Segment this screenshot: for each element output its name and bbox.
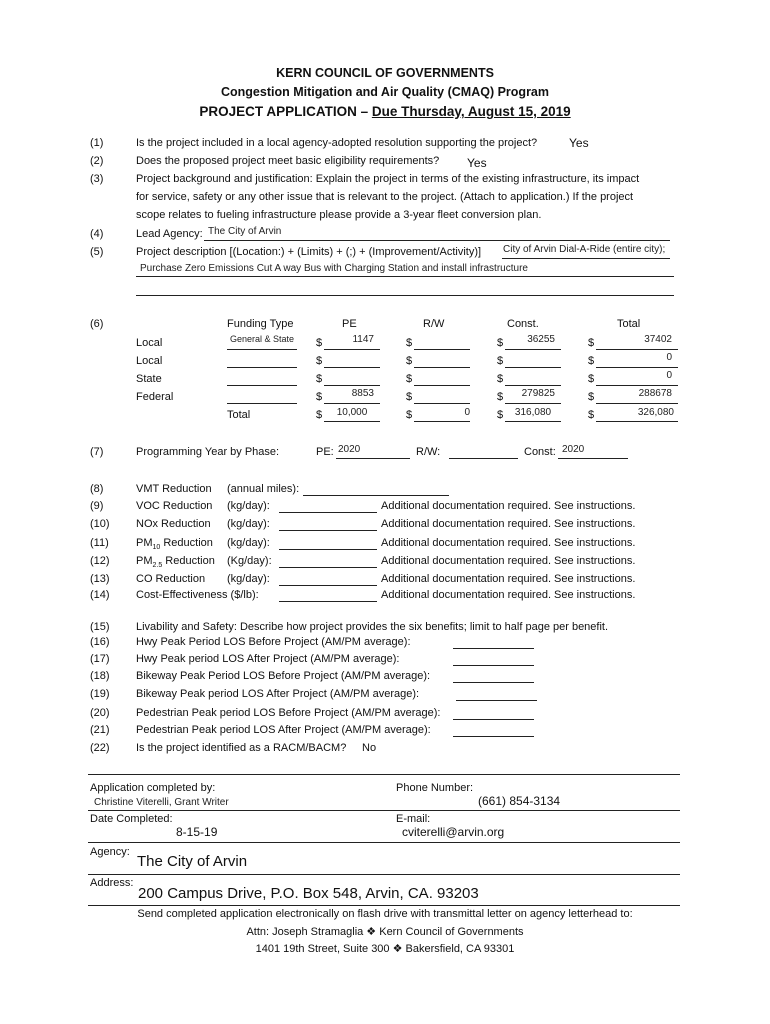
dollar-sign: $ bbox=[588, 373, 595, 385]
q6-number: (6) bbox=[90, 318, 104, 330]
phone-label: Phone Number: bbox=[396, 782, 474, 794]
total-const-value[interactable]: 316,080 bbox=[514, 407, 552, 418]
q11-instructions: Additional documentation required. See instructions. bbox=[381, 537, 636, 549]
q20-text: Pedestrian Peak period LOS Before Project (AM/PM average): bbox=[136, 707, 441, 719]
q5-line3 bbox=[136, 295, 674, 296]
q2-text: Does the proposed project meet basic eligibility requirements? bbox=[136, 155, 440, 167]
q3-number: (3) bbox=[90, 173, 104, 185]
funding-const-value[interactable]: 36255 bbox=[527, 334, 555, 345]
dollar-sign: $ bbox=[588, 355, 595, 367]
dollar-sign: $ bbox=[497, 373, 504, 385]
q11-label-pm: PM bbox=[136, 537, 153, 549]
dollar-sign: $ bbox=[588, 409, 595, 421]
q16-line[interactable] bbox=[453, 648, 534, 649]
q10-unit: (kg/day): bbox=[227, 518, 270, 530]
dollar-sign: $ bbox=[316, 373, 323, 385]
q5-number: (5) bbox=[90, 246, 104, 258]
q19-text: Bikeway Peak period LOS After Project (AM/PM average): bbox=[136, 688, 420, 700]
q9-number: (9) bbox=[90, 500, 104, 512]
funding-total-line bbox=[596, 349, 678, 350]
agency-value[interactable]: The City of Arvin bbox=[137, 853, 248, 870]
dollar-sign: $ bbox=[406, 355, 413, 367]
completed-by-label: Application completed by: bbox=[90, 782, 216, 794]
q5-label: Project description [(Location:) + (Limits) + (;) + (Improvement/Activity)] bbox=[136, 246, 482, 258]
q9-label: VOC Reduction bbox=[136, 500, 213, 512]
dollar-sign: $ bbox=[497, 337, 504, 349]
q16-text: Hwy Peak Period LOS Before Project (AM/PM average): bbox=[136, 636, 411, 648]
col-header-const: Const. bbox=[507, 318, 539, 330]
funding-const-line bbox=[505, 385, 561, 386]
email-label: E-mail: bbox=[396, 813, 431, 825]
col-header-total: Total bbox=[617, 318, 641, 330]
q5-line2 bbox=[136, 276, 674, 277]
footer-address: 1401 19th Street, Suite 300 ❖ Bakersfield, CA 93301 bbox=[255, 943, 515, 955]
dollar-sign: $ bbox=[406, 337, 413, 349]
q21-number: (21) bbox=[90, 724, 110, 736]
total-total-line bbox=[596, 421, 678, 422]
total-pe-value[interactable]: 10,000 bbox=[336, 407, 368, 418]
address-label: Address: bbox=[90, 877, 134, 889]
date-completed-label: Date Completed: bbox=[90, 813, 173, 825]
footer-instructions: Send completed application electronically on flash drive with transmittal letter on agency letterhead to: bbox=[137, 908, 633, 920]
q4-label: Lead Agency: bbox=[136, 228, 203, 240]
funding-total-value[interactable]: 37402 bbox=[644, 334, 672, 345]
q18-number: (18) bbox=[90, 670, 110, 682]
funding-const-line bbox=[505, 367, 561, 368]
q9-unit: (kg/day): bbox=[227, 500, 270, 512]
phone-value[interactable]: (661) 854-3134 bbox=[478, 794, 561, 808]
completed-by-value[interactable]: Christine Viterelli, Grant Writer bbox=[94, 797, 229, 808]
q14-number: (14) bbox=[90, 589, 110, 601]
q13-instructions: Additional documentation required. See instructions. bbox=[381, 573, 636, 585]
q16-number: (16) bbox=[90, 636, 110, 648]
q7-const-label: Const: bbox=[524, 446, 556, 458]
q8-line[interactable] bbox=[303, 495, 449, 496]
total-pe-line bbox=[324, 421, 380, 422]
q20-line[interactable] bbox=[453, 719, 534, 720]
contact-divider-1 bbox=[88, 810, 680, 811]
q11-label-reduction: Reduction bbox=[160, 537, 213, 549]
q19-number: (19) bbox=[90, 688, 110, 700]
q2-number: (2) bbox=[90, 155, 104, 167]
q4-line bbox=[204, 240, 670, 241]
q12-instructions: Additional documentation required. See instructions. bbox=[381, 555, 636, 567]
q12-unit: (Kg/day): bbox=[227, 555, 272, 567]
q4-number: (4) bbox=[90, 228, 104, 240]
q11-number: (11) bbox=[90, 537, 109, 549]
q10-instructions: Additional documentation required. See instructions. bbox=[381, 518, 636, 530]
q7-pe-label: PE: bbox=[316, 446, 334, 458]
funding-row-label: Local bbox=[136, 337, 163, 349]
funding-const-line bbox=[505, 403, 561, 404]
dollar-sign: $ bbox=[588, 337, 595, 349]
address-value[interactable]: 200 Campus Drive, P.O. Box 548, Arvin, CA. 93203 bbox=[138, 885, 479, 902]
q21-text: Pedestrian Peak period LOS After Project (AM/PM average): bbox=[136, 724, 431, 736]
contact-top-divider bbox=[88, 774, 680, 775]
q12-label-reduction: Reduction bbox=[162, 555, 215, 567]
date-completed-value[interactable]: 8-15-19 bbox=[176, 825, 218, 839]
funding-type-line bbox=[227, 403, 297, 404]
header-org: KERN COUNCIL OF GOVERNMENTS bbox=[276, 66, 494, 80]
col-header-rw: R/W bbox=[423, 318, 445, 330]
contact-divider-3 bbox=[88, 874, 680, 875]
q9-line[interactable] bbox=[279, 512, 377, 513]
q11-unit: (kg/day): bbox=[227, 537, 270, 549]
funding-row-label: Local bbox=[136, 355, 163, 367]
q12-label-pm: PM bbox=[136, 555, 153, 567]
q9-instructions: Additional documentation required. See instructions. bbox=[381, 500, 636, 512]
funding-pe-line bbox=[324, 349, 380, 350]
q22-number: (22) bbox=[90, 742, 110, 754]
total-rw-line bbox=[414, 421, 470, 422]
q5-answer-line2[interactable]: Purchase Zero Emissions Cut A way Bus with Charging Station and install infrastructure bbox=[140, 263, 528, 274]
total-total-value[interactable]: 326,080 bbox=[637, 407, 674, 418]
dollar-sign: $ bbox=[497, 355, 504, 367]
q7-const-line bbox=[558, 458, 628, 459]
q17-number: (17) bbox=[90, 653, 110, 665]
dollar-sign: $ bbox=[316, 409, 323, 421]
total-const-line bbox=[505, 421, 561, 422]
funding-rw-line bbox=[414, 349, 470, 350]
dollar-sign: $ bbox=[406, 391, 413, 403]
funding-total-line bbox=[596, 385, 678, 386]
funding-total-line bbox=[596, 403, 678, 404]
funding-pe-value[interactable]: 8853 bbox=[351, 388, 374, 399]
funding-rw-line bbox=[414, 403, 470, 404]
funding-row-label: Federal bbox=[136, 391, 174, 403]
funding-type-value[interactable]: General & State bbox=[229, 334, 295, 344]
funding-pe-line bbox=[324, 367, 380, 368]
q7-rw-line bbox=[449, 458, 518, 459]
q12-line[interactable] bbox=[279, 567, 377, 568]
q7-label: Programming Year by Phase: bbox=[136, 446, 280, 458]
total-rw-value[interactable]: 0 bbox=[464, 407, 470, 418]
q3-text-line3: scope relates to fueling infrastructure please provide a 3-year fleet conversion plan. bbox=[136, 209, 542, 221]
q13-label: CO Reduction bbox=[136, 573, 206, 585]
dollar-sign: $ bbox=[406, 409, 413, 421]
q2-answer[interactable]: Yes bbox=[467, 156, 487, 170]
q3-text-line2: for service, safety or any other issue that is relevant to the project. (Attach to application.) If the project bbox=[136, 191, 634, 203]
q12-number: (12) bbox=[90, 555, 110, 567]
dollar-sign: $ bbox=[316, 391, 323, 403]
q13-number: (13) bbox=[90, 573, 110, 585]
funding-total-value[interactable]: 0 bbox=[666, 352, 672, 363]
funding-rw-line bbox=[414, 367, 470, 368]
q11-line[interactable] bbox=[279, 549, 377, 550]
q22-text: Is the project identified as a RACM/BACM? bbox=[136, 742, 347, 754]
q1-number: (1) bbox=[90, 137, 104, 149]
q8-label: VMT Reduction bbox=[136, 483, 212, 495]
funding-total-value[interactable]: 288678 bbox=[638, 388, 672, 399]
q17-text: Hwy Peak period LOS After Project (AM/PM average): bbox=[136, 653, 400, 665]
q12-label bbox=[136, 555, 215, 569]
dollar-sign: $ bbox=[316, 355, 323, 367]
dollar-sign: $ bbox=[406, 373, 413, 385]
header-program: Congestion Mitigation and Air Quality (CMAQ) Program bbox=[220, 85, 549, 99]
q14-line[interactable] bbox=[279, 601, 377, 602]
q10-line[interactable] bbox=[279, 530, 377, 531]
agency-label: Agency: bbox=[90, 846, 130, 858]
header-title-prefix: PROJECT APPLICATION – bbox=[199, 104, 372, 119]
header-title bbox=[0, 104, 770, 119]
funding-const-value[interactable]: 279825 bbox=[521, 388, 555, 399]
footer-attn: Attn: Joseph Stramaglia ❖ Kern Council of Governments bbox=[246, 926, 524, 938]
q7-rw-label: R/W: bbox=[416, 446, 441, 458]
q14-label: Cost-Effectiveness ($/lb): bbox=[136, 589, 259, 601]
funding-const-line bbox=[505, 349, 561, 350]
q20-number: (20) bbox=[90, 707, 110, 719]
q1-answer[interactable]: Yes bbox=[569, 136, 589, 150]
q8-number: (8) bbox=[90, 483, 104, 495]
col-header-pe: PE bbox=[342, 318, 357, 330]
q18-line[interactable] bbox=[453, 682, 534, 683]
q17-line[interactable] bbox=[453, 665, 534, 666]
funding-total-line bbox=[596, 367, 678, 368]
q13-unit: (kg/day): bbox=[227, 573, 270, 585]
email-value[interactable]: cviterelli@arvin.org bbox=[402, 825, 505, 839]
q10-number: (10) bbox=[90, 518, 110, 530]
q22-answer[interactable]: No bbox=[362, 742, 377, 754]
q15-text: Livability and Safety: Describe how project provides the six benefits; limit to half page per benefit. bbox=[136, 621, 609, 633]
q5-answer-line1[interactable]: City of Arvin Dial-A-Ride (entire city); bbox=[503, 244, 666, 255]
funding-type-line bbox=[227, 349, 297, 350]
q11-label bbox=[136, 537, 213, 551]
funding-pe-line bbox=[324, 403, 380, 404]
contact-divider-2 bbox=[88, 842, 680, 843]
q3-text-line1: Project background and justification: Explain the project in terms of the existing infrastructure, its impact bbox=[136, 173, 640, 185]
q18-text: Bikeway Peak Period LOS Before Project (AM/PM average): bbox=[136, 670, 431, 682]
funding-pe-line bbox=[324, 385, 380, 386]
q12-label-sub: 2.5 bbox=[152, 562, 163, 570]
q11-label-sub: 10 bbox=[152, 544, 161, 552]
col-header-funding-type: Funding Type bbox=[227, 318, 294, 330]
q1-text: Is the project included in a local agency-adopted resolution supporting the project? bbox=[136, 137, 538, 149]
funding-row-label: State bbox=[136, 373, 162, 385]
dollar-sign: $ bbox=[316, 337, 323, 349]
dollar-sign: $ bbox=[588, 391, 595, 403]
q7-pe-year[interactable]: 2020 bbox=[338, 444, 361, 455]
q7-const-year[interactable]: 2020 bbox=[562, 444, 585, 455]
q8-unit: (annual miles): bbox=[227, 483, 300, 495]
q10-label: NOx Reduction bbox=[136, 518, 211, 530]
dollar-sign: $ bbox=[497, 409, 504, 421]
q5-line1 bbox=[502, 258, 670, 259]
q21-line[interactable] bbox=[453, 736, 534, 737]
funding-total-value[interactable]: 0 bbox=[666, 370, 672, 381]
funding-pe-value[interactable]: 1147 bbox=[352, 334, 374, 345]
funding-type-line bbox=[227, 385, 297, 386]
q19-line[interactable] bbox=[456, 700, 537, 701]
funding-rw-line bbox=[414, 385, 470, 386]
contact-bottom-divider bbox=[88, 905, 680, 906]
header-due-date: Due Thursday, August 15, 2019 bbox=[371, 104, 571, 119]
total-row-label: Total bbox=[227, 409, 251, 421]
q7-number: (7) bbox=[90, 446, 104, 458]
q13-line[interactable] bbox=[279, 585, 377, 586]
funding-type-line bbox=[227, 367, 297, 368]
q14-instructions: Additional documentation required. See instructions. bbox=[381, 589, 636, 601]
q15-number: (15) bbox=[90, 621, 110, 633]
q4-answer[interactable]: The City of Arvin bbox=[208, 226, 282, 237]
q7-pe-line bbox=[336, 458, 410, 459]
dollar-sign: $ bbox=[497, 391, 504, 403]
